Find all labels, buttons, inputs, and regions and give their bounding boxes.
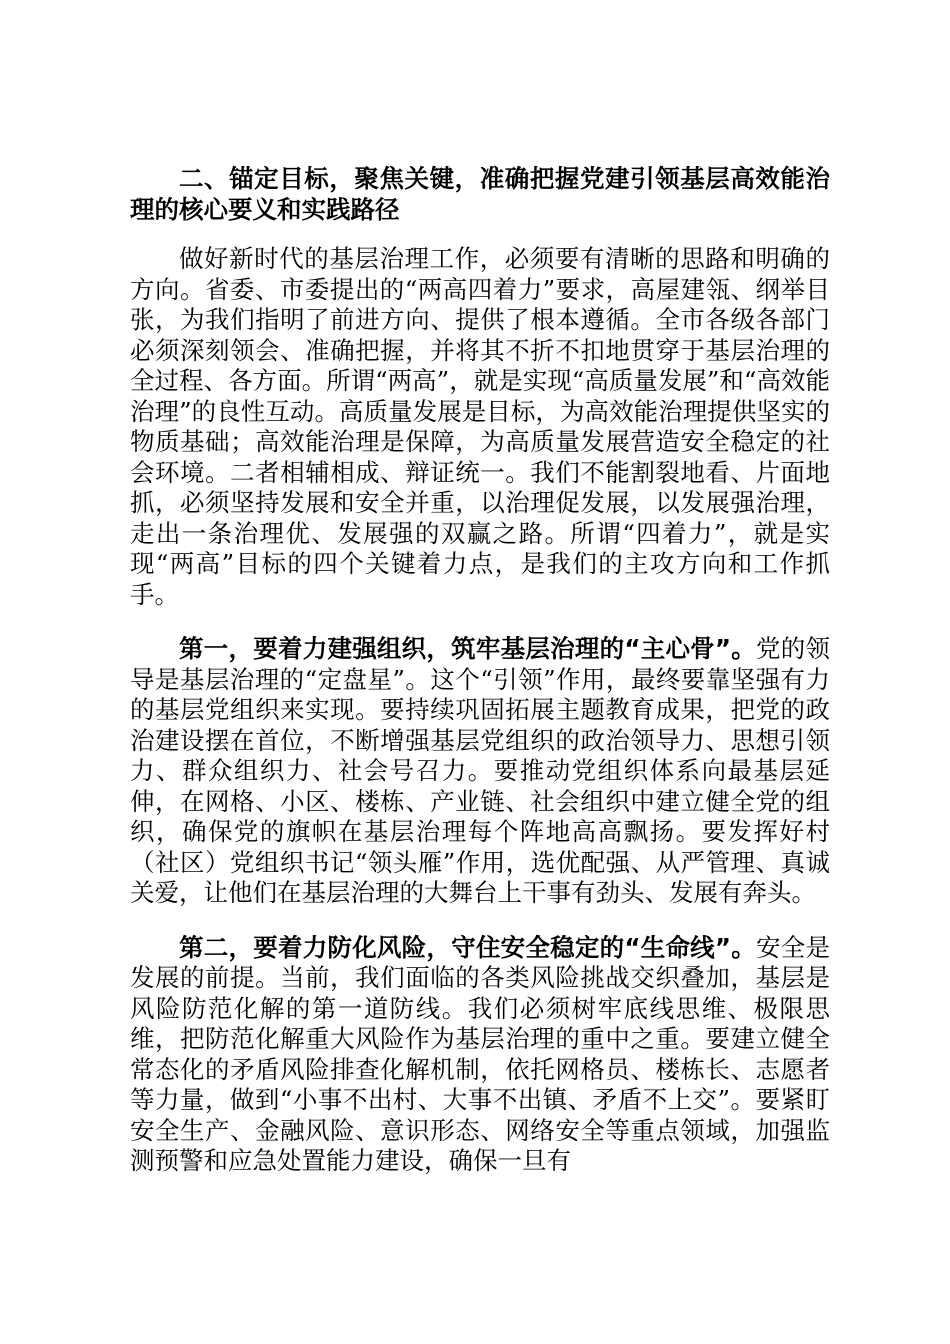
paragraph-3-text: 安全是发展的前提。当前，我们面临的各类风险挑战交织叠加，基层是风险防范化解的第一道防线。我们必须树牢底线思维、极限思维，把防范化解重大风险作为基层治理的重中之重。要建立健全常态化的矛盾风险排查化解机制，依托网格员、楼栋长、志愿者等力量，做到“小事不出村、大事不出镇、矛盾不上交”。要紧盯安全生产、金融风险、意识形态、网络安全等重点领域，加强监测预警和应急处置能力建设，确保一旦有 <box>130 932 830 1175</box>
paragraph-3-lead: 第二，要着力防化风险，守住安全稳定的“生命线”。 <box>179 932 757 962</box>
paragraph-2-lead: 第一，要着力建强组织，筑牢基层治理的“主心骨”。 <box>179 634 757 663</box>
body-paragraph-1 <box>130 244 830 610</box>
body-paragraph-2 <box>130 634 830 909</box>
section-heading: 二、锚定目标，聚焦关键，准确把握党建引领基层高效能治理的核心要义和实践路径 <box>130 164 830 224</box>
paragraph-2-text: 党的领导是基层治理的“定盘星”。这个“引领”作用，最终要靠坚强有力的基层党组织来实现。要持续巩固拓展主题教育成果，把党的政治建设摆在首位，不断增强基层党组织的政治领导力、思想引领力、群众组织力、社会号召力。要推动党组织体系向最基层延伸，在网格、小区、楼栋、产业链、社会组织中建立健全党的组织，确保党的旗帜在基层治理每个阵地高高飘扬。要发挥好村（社区）党组织书记“领头雁”作用，选优配强、从严管理、真诚关爱，让他们在基层治理的大舞台上干事有劲头、发展有奔头。 <box>130 634 830 907</box>
document-page <box>130 164 830 1177</box>
paragraph-1-text: 做好新时代的基层治理工作，必须要有清晰的思路和明确的方向。省委、市委提出的“两高四着力”要求，高屋建瓴、纲举目张，为我们指明了前进方向、提供了根本遵循。全市各级各部门必须深刻领会、准确把握，并将其不折不扣地贯穿于基层治理的全过程、各方面。所谓“两高”，就是实现“高质量发展”和“高效能治理”的良性互动。高质量发展是目标，为高效能治理提供坚实的物质基础；高效能治理是保障，为高质量发展营造安全稳定的社会环境。二者相辅相成、辩证统一。我们不能割裂地看、片面地抓，必须坚持发展和安全并重，以治理促发展，以发展强治理，走出一条治理优、发展强的双赢之路。所谓“四着力”，就是实现“两高”目标的四个关键着力点，是我们的主攻方向和工作抓手。 <box>130 244 830 609</box>
body-paragraph-3 <box>130 933 830 1177</box>
